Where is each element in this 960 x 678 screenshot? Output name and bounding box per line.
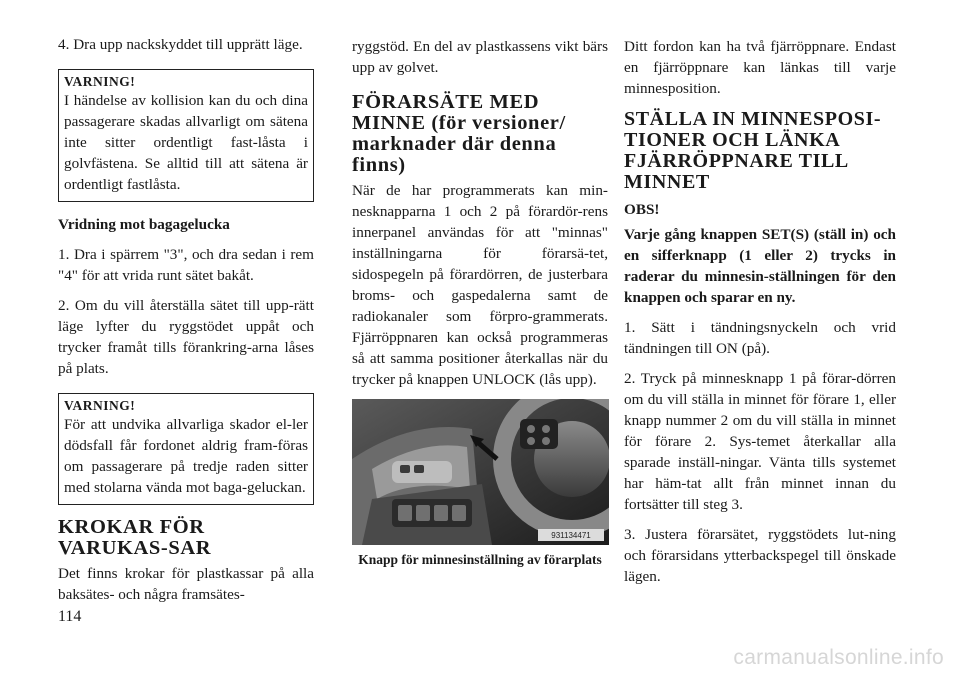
door-panel-illustration — [352, 399, 609, 545]
subheading: Vridning mot bagagelucka — [58, 216, 230, 233]
step-3: 3. Justera förarsätet, ryggstödets lut-ning och förarsidans ytterbackspegel till önskade lägen. — [624, 526, 896, 585]
figure-caption: Knapp för minnesinställning av förarplats — [358, 552, 602, 567]
section-heading: KROKAR FÖR VARUKAS-SAR — [58, 516, 212, 559]
paragraph: När de har programmerats kan min-nesknapparna 1 och 2 på förardör-rens innerpanel användas för att "minnas" inställningarna för förarsä-tet, sidospegeln på förardörren, de justerbara broms- och gaspedalerna samt de radiokanaler som förpro-grammerats. Fjärröppnaren kan också programmeras så att samma positioner återkallas när du trycker på knappen UNLOCK (lås upp). — [352, 182, 608, 388]
note-label: OBS! — [624, 201, 660, 218]
paragraph: Ditt fordon kan ha två fjärröppnare. Endast en fjärröppnare kan länkas till varje minnesposition. — [624, 38, 896, 97]
warning-body: I händelse av kollision kan du och dina passagerare skadas allvarligt om sätena inte sitter ordentligt fast-låsta i golvfästena. Se alltid till att sätena är ordentligt fastlåsta. — [64, 92, 308, 193]
door-panel-photo — [352, 399, 609, 545]
step-2: 2. Tryck på minnesknapp 1 på förar-dörren om du vill ställa in minnet för förare 1, eller knapp nummer 2 om du vill ställa in minnet för förare 2. Sys-temet återkallar alla sparade inställ-ningar. Vänta tills systemet har häm-tat allt från minnet innan du fortsätter till steg 3. — [624, 370, 896, 513]
note-body: Varje gång knappen SET(S) (ställ in) och en sifferknapp (1 eller 2) trycks in raderar du minnesin-ställningen för den knappen och sparar en ny. — [624, 226, 896, 306]
paragraph: 4. Dra upp nackskyddet till upprätt läge. — [58, 36, 303, 53]
warning-box-2 — [58, 393, 314, 505]
warning-body: För att undvika allvarliga skador el-ler dödsfall får fordonet aldrig fram-föras om passagerare på tredje raden sitter med stolarna vända mot baga-geluckan. — [64, 416, 308, 496]
column-2 — [352, 36, 608, 569]
paragraph: Det finns krokar för plastkassar på alla baksätes- och några framsätes- — [58, 565, 314, 603]
section-heading: FÖRARSÄTE MED MINNE (för versioner/ marknader där denna finns) — [352, 91, 566, 176]
step-2: 2. Om du vill återställa sätet till upp-rätt läge lyfter du ryggstödet uppåt och trycker framåt tills förankring-arna låses på plats. — [58, 297, 314, 377]
page-number: 114 — [58, 608, 82, 625]
step-1: 1. Sätt i tändningsnyckeln och vrid tändningen till ON (på). — [624, 319, 896, 357]
paragraph: ryggstöd. En del av plastkassens vikt bärs upp av golvet. — [352, 38, 608, 76]
figure-code: 931134471 — [551, 531, 591, 540]
warning-box — [58, 69, 314, 202]
column-1 — [58, 34, 314, 614]
watermark: carmanualsonline.info — [733, 646, 944, 669]
warning-title: VARNING! — [64, 74, 136, 89]
column-3 — [624, 36, 896, 596]
section-heading: STÄLLA IN MINNESPOSI-TIONER OCH LÄNKA FJÄRRÖPPNARE TILL MINNET — [624, 108, 882, 193]
warning-title: VARNING! — [64, 398, 136, 413]
step-1: 1. Dra i spärrem "3", och dra sedan i rem "4" för att vrida runt sätet bakåt. — [58, 246, 314, 284]
